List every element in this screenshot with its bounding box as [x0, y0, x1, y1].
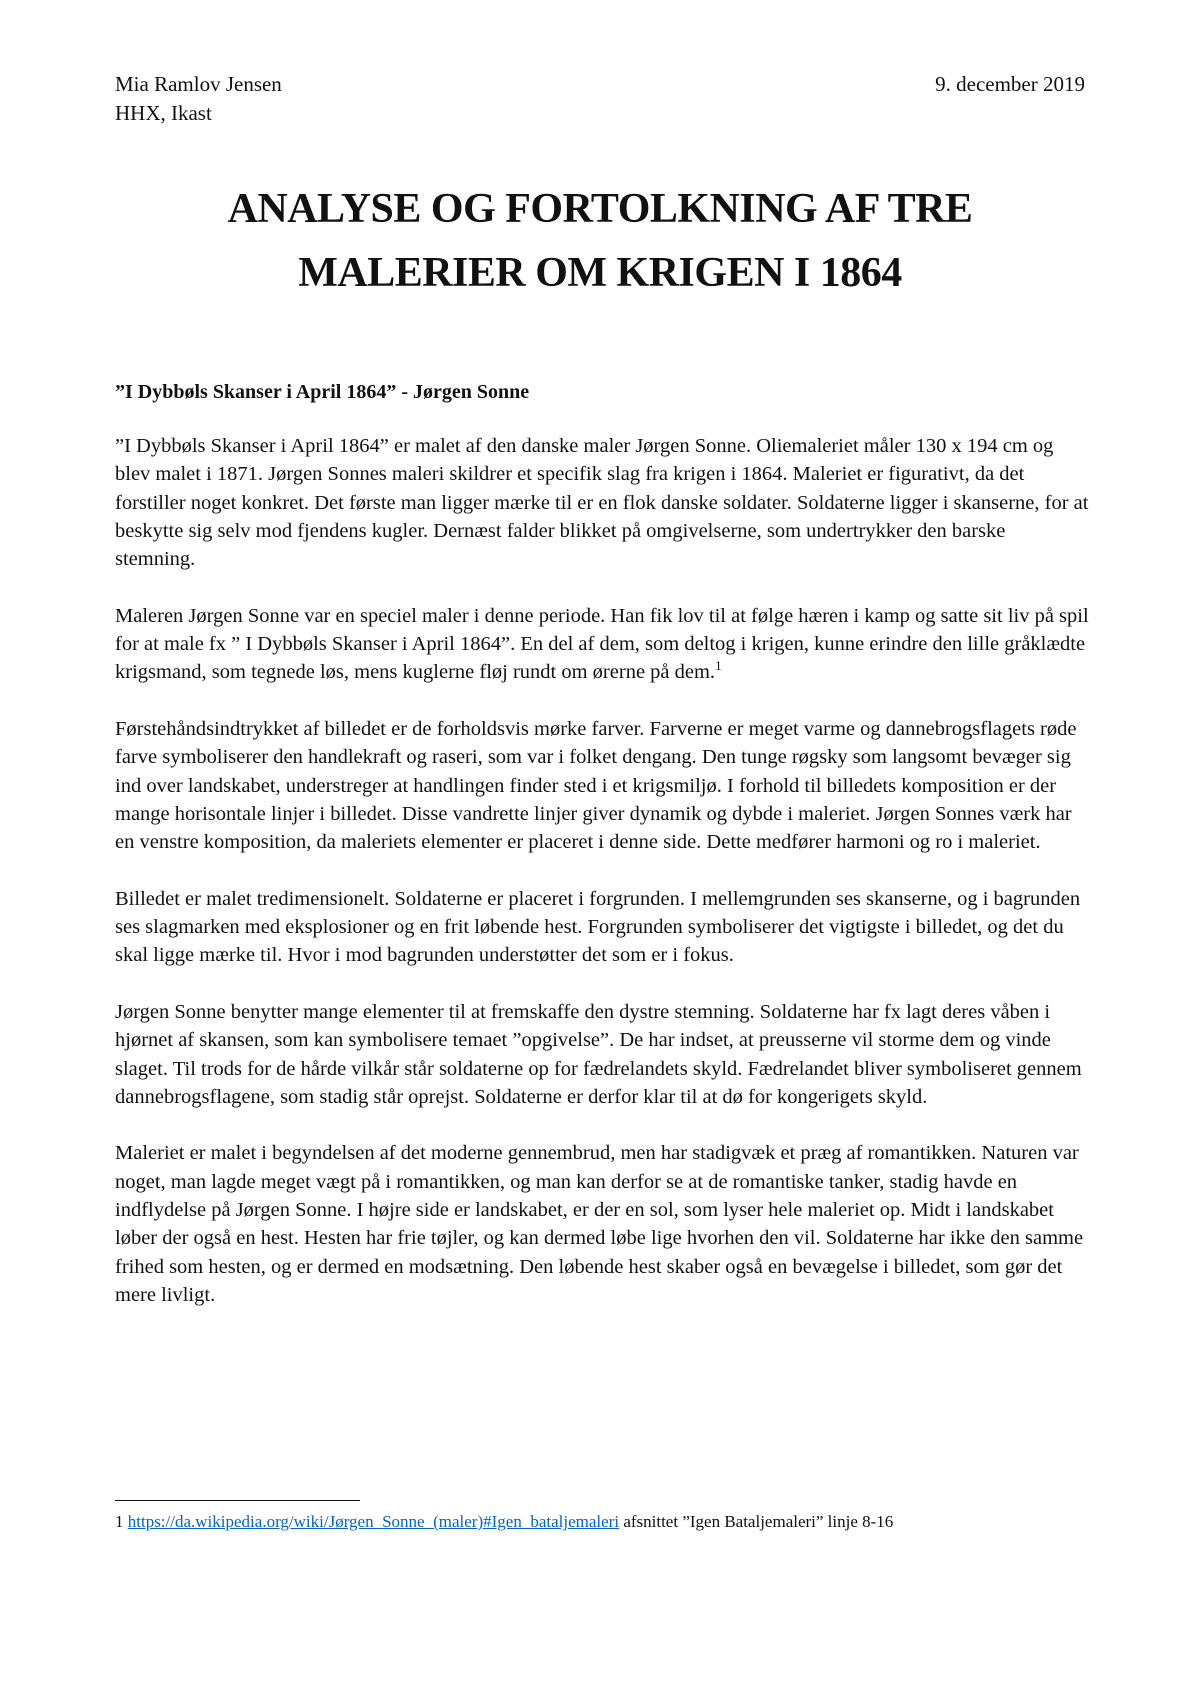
section-heading: ”I Dybbøls Skanser i April 1864” - Jørgen Sonne	[115, 381, 530, 403]
footnote-number: 1	[115, 1512, 124, 1531]
paragraph-1: ”I Dybbøls Skanser i April 1864” er malet af den danske maler Jørgen Sonne. Oliemaleriet måler 130 x 194 cm og blev malet i 1871. Jørgen Sonnes maleri skildrer et specifik slag fra krigen i 1864. Maleriet er figurativt, da det forstiller noget konkret. Det første man ligger mærke til er en flok danske soldater. Soldaterne ligger i skanserne, for at beskytte sig selv mod fjendens kugler. Dernæst falder blikket på omgivelserne, som undertrykker den barske stemning.	[115, 435, 1089, 571]
paragraph-5: Jørgen Sonne benytter mange elementer til at fremskaffe den dystre stemning. Soldaterne har fx lagt deres våben i hjørnet af skansen, som kan symbolisere temaet ”opgivelse”. De har indset, at preusserne vil storme dem og vinde slaget. Til trods for de hårde vilkår står soldaterne op for fædrelandets skyld. Fædrelandet bliver symboliseret gennem dannebrogsflagene, som stadig står oprejst. Soldaterne er derfor klar til at dø for kongerigets skyld.	[115, 1000, 1082, 1108]
footnote-divider	[115, 1500, 360, 1501]
document-title	[115, 177, 1085, 305]
body-text	[115, 432, 1090, 1338]
footnote	[115, 1510, 1090, 1534]
title-line-2: MALERIER OM KRIGEN I 1864	[298, 250, 902, 296]
paragraph-2-text: Maleren Jørgen Sonne var en speciel maler i denne periode. Han fik lov til at følge hæren i kamp og satte sit liv på spil for at male fx ” I Dybbøls Skanser i April 1864”. En del af dem, som deltog i krigen, kunne erindre den lille gråklædte krigsmand, som tegnede løs, mens kuglerne fløj rundt om ørerne på dem.	[115, 604, 1089, 684]
paragraph-6: Maleriet er malet i begyndelsen af det moderne gennembrud, men har stadigvæk et præg af romantikken. Naturen var noget, man lagde meget vægt på i romantikken, og man kan derfor se at de romantiske tanker, stadig havde en indflydelse på Jørgen Sonne. I højre side er landskabet, er der en sol, som lyser hele maleriet op. Midt i landskabet løber der også en hest. Hesten har frie tøjler, og kan dermed løbe lige hvorhen den vil. Soldaterne har ikke den samme frihed som hesten, og er dermed en modsætning. Den løbende hest skaber også en bevægelse i billedet, som gør det mere livligt.	[115, 1142, 1084, 1306]
author-name: Mia Ramlov Jensen	[115, 72, 282, 96]
document-date: 9. december 2019	[935, 72, 1085, 96]
footnote-description: afsnittet ”Igen Bataljemaleri” linje 8-16	[619, 1512, 894, 1531]
paragraph-3: Førstehåndsindtrykket af billedet er de forholdsvis mørke farver. Farverne er meget varme og dannebrogsflagets røde farve symboliserer den handlekraft og raseri, som var i folket dengang. Den tunge røgsky som langsomt bevæger sig ind over landskabet, understreger at handlingen finder sted i et krigsmiljø. I forhold til billedets komposition er der mange horisontale linjer i billedet. Disse vandrette linjer giver dynamik og dybde i maleriet. Jørgen Sonnes værk har en venstre komposition, da maleriets elementer er placeret i denne side. Dette medfører harmoni og ro i maleriet.	[115, 717, 1077, 854]
school-name: HHX, Ikast	[115, 101, 212, 125]
paragraph-2	[115, 602, 1090, 687]
footnote-reference[interactable]: 1	[715, 658, 722, 674]
title-line-1: ANALYSE OG FORTOLKNING AF TRE	[227, 186, 973, 232]
footnote-link[interactable]: https://da.wikipedia.org/wiki/Jørgen_Sonne_(maler)#Igen_bataljemaleri	[127, 1512, 620, 1531]
paragraph-4: Billedet er malet tredimensionelt. Soldaterne er placeret i forgrunden. I mellemgrunden ses skanserne, og i bagrunden ses slagmarken med eksplosioner og en frit løbende hest. Forgrunden symboliserer det vigtigste i billedet, og det du skal ligge mærke til. Hvor i mod bagrunden understøtter det som er i fokus.	[115, 887, 1081, 967]
